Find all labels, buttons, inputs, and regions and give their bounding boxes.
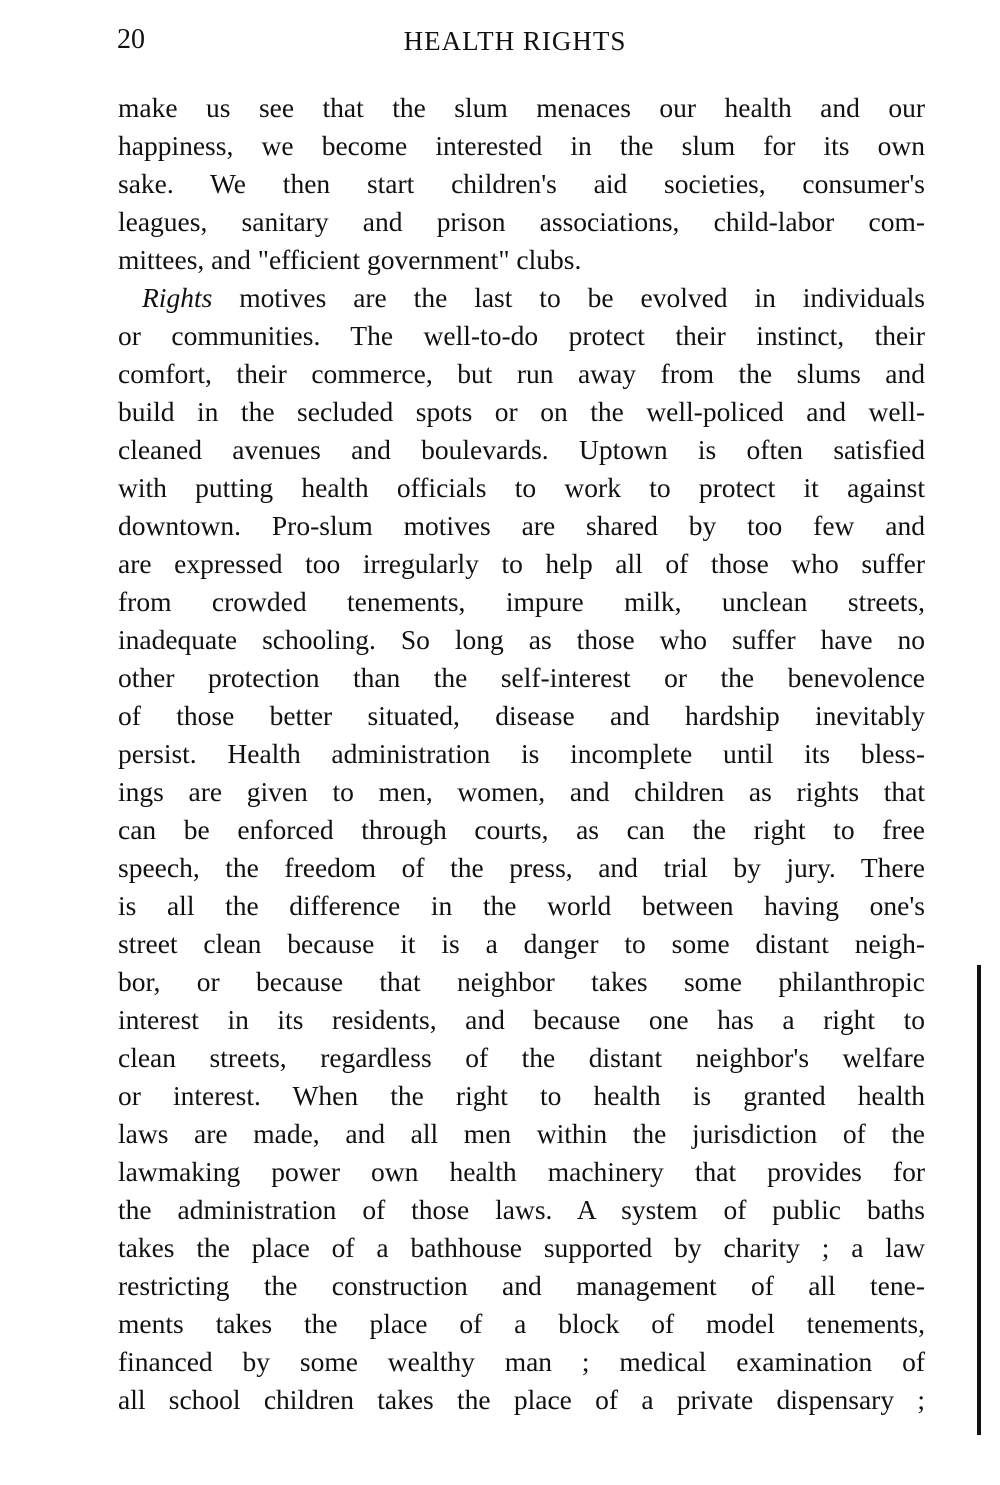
- paragraph-line: is all the difference in the world between having one's: [118, 890, 925, 921]
- paragraph-line: of those better situated, disease and hardship inevitably: [118, 700, 925, 731]
- paragraph-line: or interest. When the right to health is granted health: [118, 1080, 925, 1111]
- page-edge-bar: [977, 965, 981, 1435]
- paragraph-line: can be enforced through courts, as can the right to free: [118, 814, 925, 845]
- paragraph-line: street clean because it is a danger to some distant neigh-: [118, 928, 925, 959]
- paragraph-line: other protection than the self-interest or the benevolence: [118, 662, 925, 693]
- paragraph-line: cleaned avenues and boulevards. Uptown is often satisfied: [118, 434, 925, 465]
- italic-word: Rights: [142, 282, 213, 313]
- paragraph-1: [118, 89, 925, 279]
- page-body: [118, 89, 925, 1419]
- paragraph-line: sake. We then start children's aid societies, consumer's: [118, 168, 925, 199]
- paragraph-line: persist. Health administration is incomplete until its bless-: [118, 738, 925, 769]
- paragraph-line: build in the secluded spots or on the well-policed and well-: [118, 396, 925, 427]
- paragraph-line: clean streets, regardless of the distant neighbor's welfare: [118, 1042, 925, 1073]
- paragraph-line: ments takes the place of a block of model tenements,: [118, 1308, 925, 1339]
- paragraph-line: lawmaking power own health machinery that provides for: [118, 1156, 925, 1187]
- line-text: motives are the last to be evolved in individuals: [212, 282, 925, 313]
- running-head: HEALTH RIGHTS: [403, 26, 627, 56]
- paragraph-line: interest in its residents, and because one has a right to: [118, 1004, 925, 1035]
- paragraph-line: from crowded tenements, impure milk, unclean streets,: [118, 586, 925, 617]
- paragraph-line: are expressed too irregularly to help all of those who suffer: [118, 548, 925, 579]
- paragraph-line: takes the place of a bathhouse supported by charity ; a law: [118, 1232, 925, 1263]
- paragraph-line: comfort, their commerce, but run away from the slums and: [118, 358, 925, 389]
- paragraph-line: happiness, we become interested in the slum for its own: [118, 130, 925, 161]
- paragraph-line: mittees, and "efficient government" clubs.: [118, 244, 582, 275]
- paragraph-line: with putting health officials to work to protect it against: [118, 472, 925, 503]
- paragraph-line: make us see that the slum menaces our health and our: [118, 92, 925, 123]
- paragraph-line: or communities. The well-to-do protect their instinct, their: [118, 320, 925, 351]
- page-number: 20: [117, 24, 145, 55]
- paragraph-line: downtown. Pro-slum motives are shared by too few and: [118, 510, 925, 541]
- paragraph-line: speech, the freedom of the press, and trial by jury. There: [118, 852, 925, 883]
- paragraph-line: all school children takes the place of a private dispensary ;: [118, 1384, 925, 1415]
- paragraph-line: inadequate schooling. So long as those who suffer have no: [118, 624, 925, 655]
- paragraph-line: restricting the construction and management of all tene-: [118, 1270, 925, 1301]
- paragraph-line: the administration of those laws. A system of public baths: [118, 1194, 925, 1225]
- paragraph-line: financed by some wealthy man ; medical examination of: [118, 1346, 925, 1377]
- paragraph-line: [118, 279, 925, 317]
- paragraph-line: laws are made, and all men within the jurisdiction of the: [118, 1118, 925, 1149]
- paragraph-line: leagues, sanitary and prison associations, child-labor com-: [118, 206, 925, 237]
- paragraph-line: ings are given to men, women, and children as rights that: [118, 776, 925, 807]
- paragraph-2: [118, 279, 925, 1419]
- paragraph-line: bor, or because that neighbor takes some philanthropic: [118, 966, 925, 997]
